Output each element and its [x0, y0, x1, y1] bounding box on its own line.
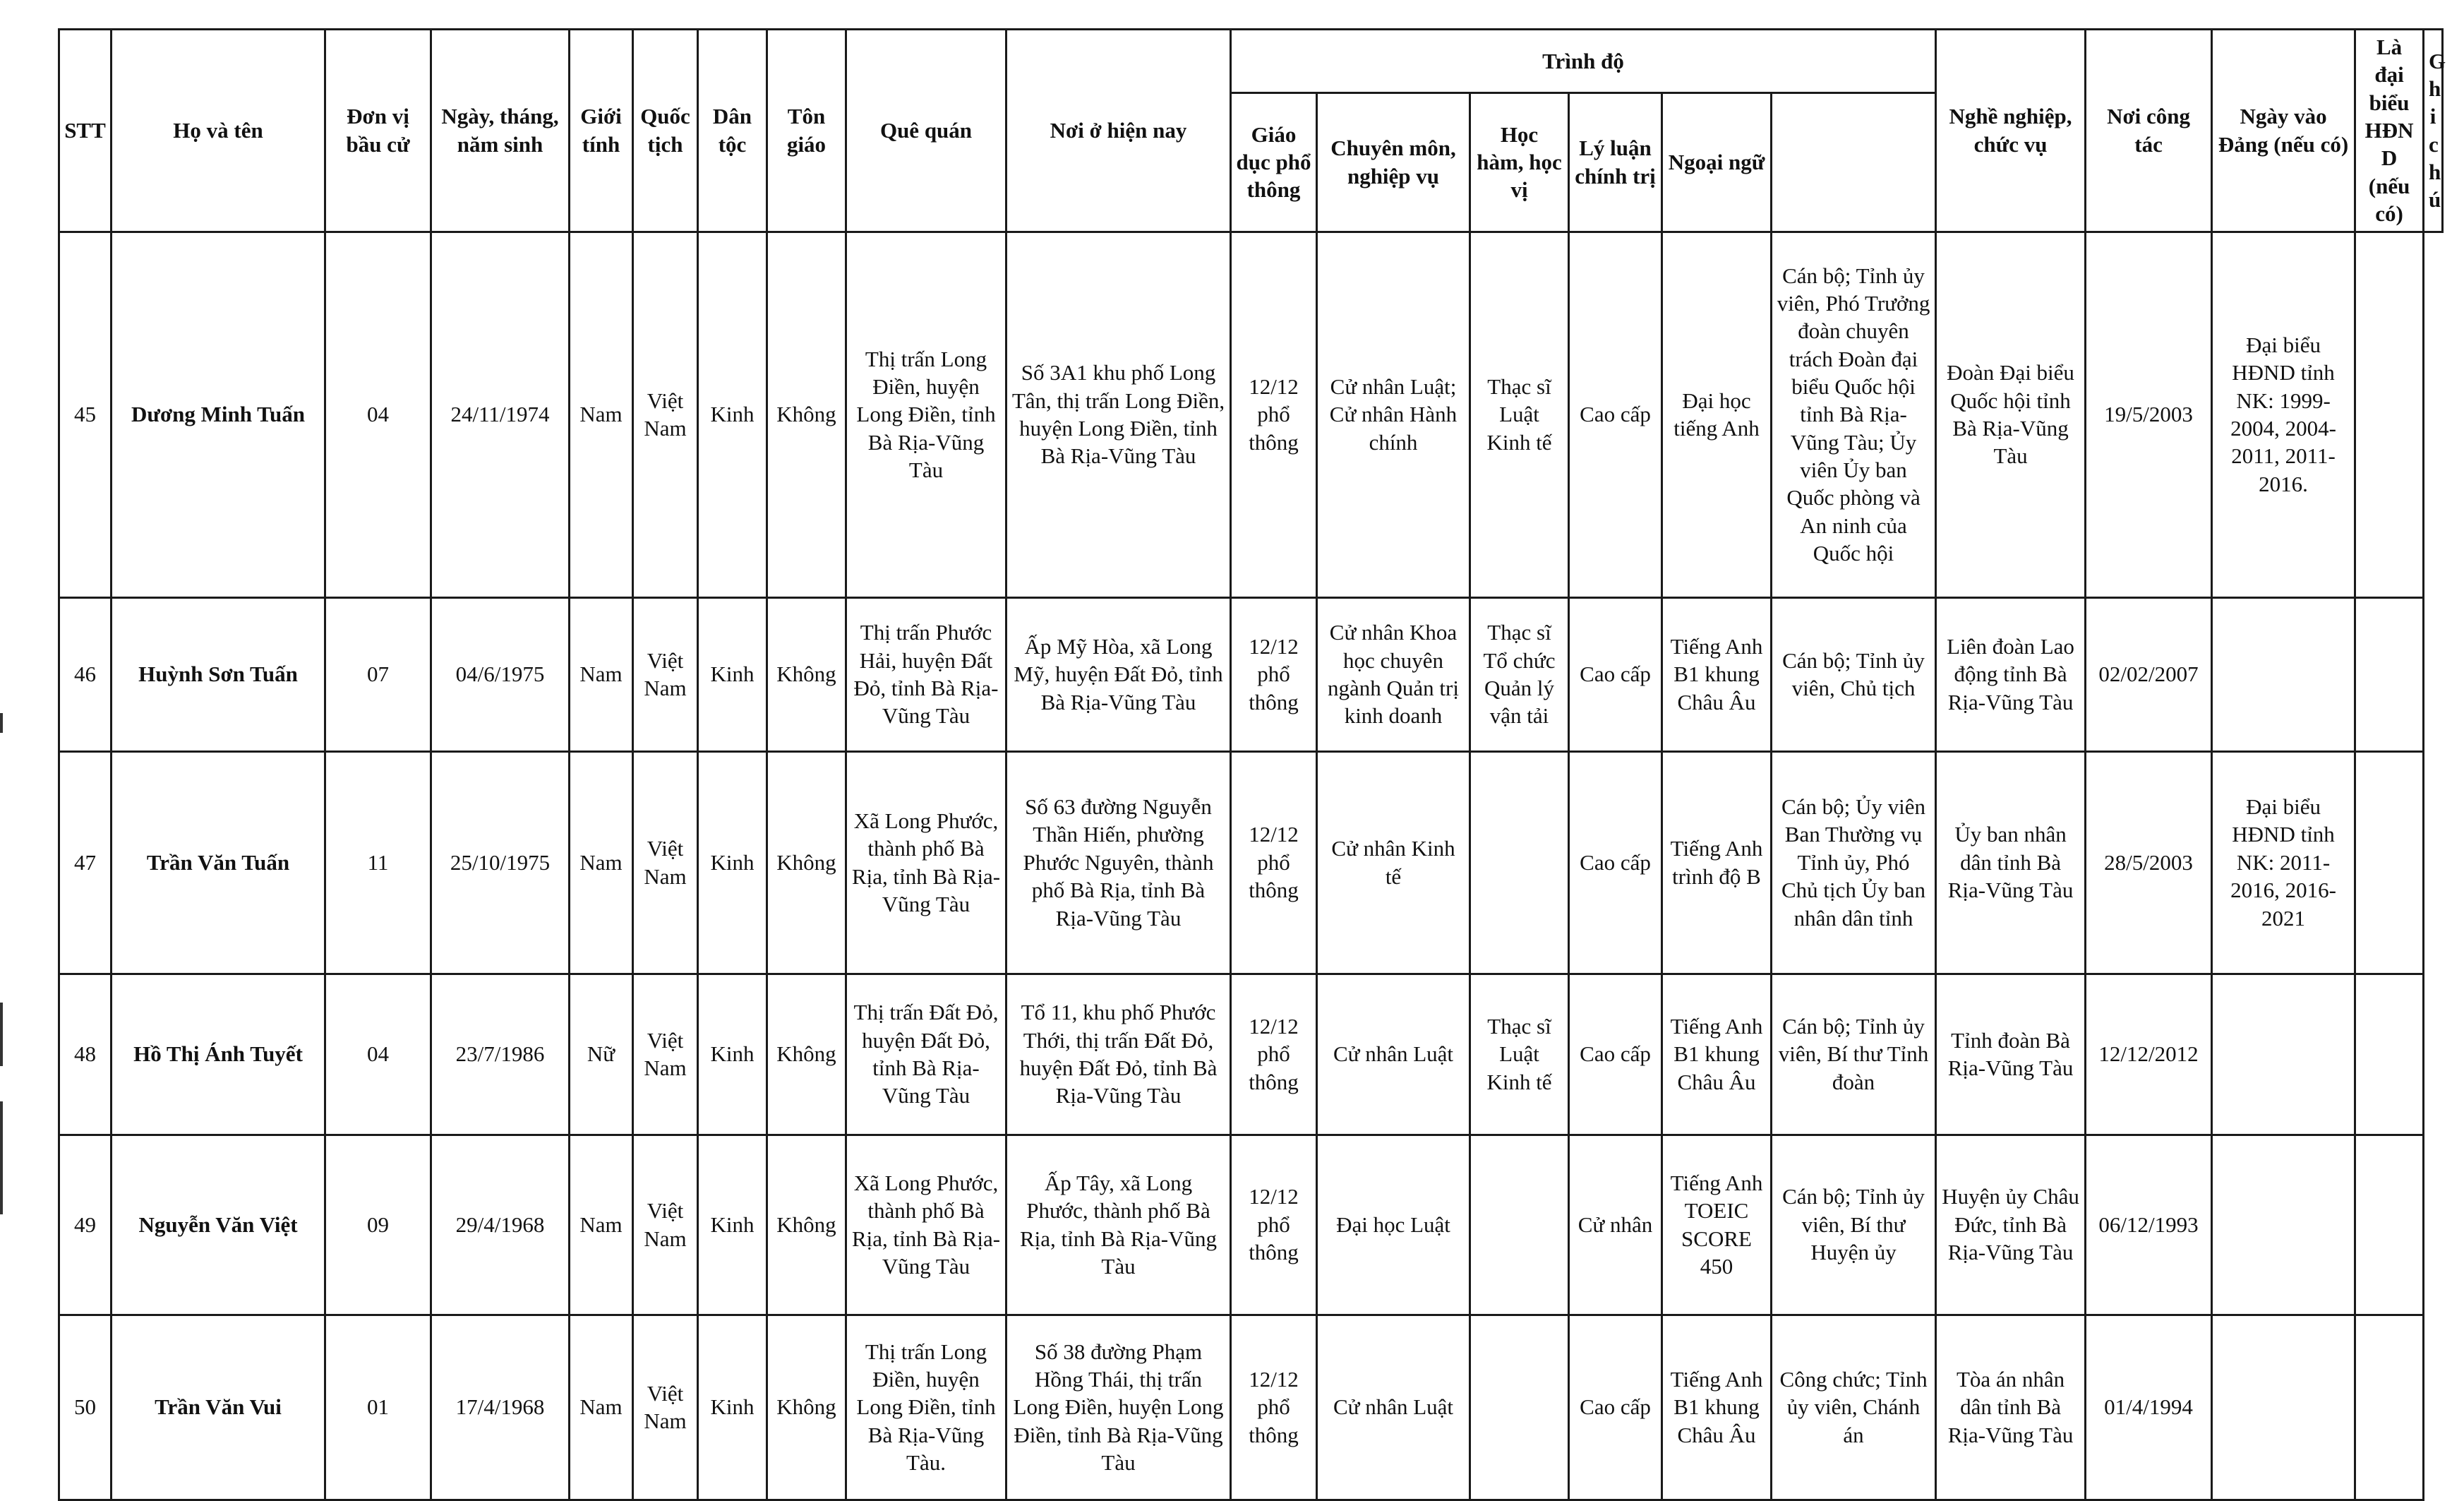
- cell-ngoai-ngu: Tiếng Anh B1 khung Châu Âu: [1662, 597, 1772, 751]
- cell-ngoai-ngu: Tiếng Anh B1 khung Châu Âu: [1662, 974, 1772, 1135]
- cell-gd-pho-thong: 12/12 phổ thông: [1231, 974, 1317, 1135]
- cell-ho-ten: Huỳnh Sơn Tuấn: [112, 597, 325, 751]
- cell-ngay-sinh: 24/11/1974: [431, 232, 570, 597]
- cell-don-vi: 09: [325, 1135, 431, 1315]
- cell-ly-luan: Cao cấp: [1569, 751, 1662, 974]
- cell-don-vi: 01: [325, 1315, 431, 1500]
- cell-ly-luan: Cao cấp: [1569, 1315, 1662, 1500]
- header-nghe-nghiep: Nghề nghiệp, chức vụ: [1936, 30, 2086, 232]
- cell-stt: 45: [59, 232, 112, 597]
- cell-stt: 46: [59, 597, 112, 751]
- header-row: [59, 30, 2443, 93]
- cell-que-quan: Thị trấn Đất Đỏ, huyện Đất Đỏ, tỉnh Bà Rịa-Vũng Tàu: [846, 974, 1006, 1135]
- cell-dan-toc: Kinh: [698, 597, 767, 751]
- cell-ghi-chu: [2355, 232, 2424, 597]
- candidate-table: [58, 28, 2444, 1501]
- cell-nghe-nghiep: Cán bộ; Tỉnh ủy viên, Bí thư Huyện ủy: [1772, 1135, 1936, 1315]
- cell-gioi-tinh: Nam: [570, 597, 633, 751]
- cell-ly-luan: Cao cấp: [1569, 597, 1662, 751]
- cell-nghe-nghiep: Cán bộ; Ủy viên Ban Thường vụ Tỉnh ủy, Phó Chủ tịch Ủy ban nhân dân tỉnh: [1772, 751, 1936, 974]
- header-ly-luan: Lý luận chính trị: [1569, 92, 1662, 232]
- cell-ho-ten: Trần Văn Tuấn: [112, 751, 325, 974]
- cell-ngay-sinh: 17/4/1968: [431, 1315, 570, 1500]
- cell-gd-pho-thong: 12/12 phổ thông: [1231, 1135, 1317, 1315]
- cell-gioi-tinh: Nam: [570, 232, 633, 597]
- cell-ho-ten: Trần Văn Vui: [112, 1315, 325, 1500]
- cell-ngay-sinh: 25/10/1975: [431, 751, 570, 974]
- table-row: [59, 232, 2443, 597]
- cell-ly-luan: Cao cấp: [1569, 232, 1662, 597]
- cell-ngoai-ngu: Đại học tiếng Anh: [1662, 232, 1772, 597]
- cell-stt: 47: [59, 751, 112, 974]
- cell-ngay-sinh: 29/4/1968: [431, 1135, 570, 1315]
- header-hoc-ham: Học hàm, học vị: [1470, 92, 1569, 232]
- cell-quoc-tich: Việt Nam: [633, 974, 698, 1135]
- cell-ngoai-ngu: Tiếng Anh B1 khung Châu Âu: [1662, 1315, 1772, 1500]
- cell-noi-o: Tổ 11, khu phố Phước Thới, thị trấn Đất Đỏ, huyện Đất Đỏ, tỉnh Bà Rịa-Vũng Tàu: [1006, 974, 1231, 1135]
- header-trinh-do: Trình độ: [1231, 30, 1936, 93]
- cell-dan-toc: Kinh: [698, 1135, 767, 1315]
- table-row: [59, 751, 2443, 974]
- header-gd-pho-thong: Giáo dục phổ thông: [1231, 92, 1317, 232]
- cell-noi-cong-tac: Huyện ủy Châu Đức, tỉnh Bà Rịa-Vũng Tàu: [1936, 1135, 2086, 1315]
- cell-gd-pho-thong: 12/12 phổ thông: [1231, 1315, 1317, 1500]
- cell-ngay-sinh: 23/7/1986: [431, 974, 570, 1135]
- cell-stt: 49: [59, 1135, 112, 1315]
- cell-hoc-ham: Thạc sĩ Tổ chức Quản lý vận tải: [1470, 597, 1569, 751]
- header-chuyen-mon: Chuyên môn, nghiệp vụ: [1317, 92, 1470, 232]
- cell-ngay-vao-dang: 28/5/2003: [2086, 751, 2212, 974]
- table-row: [59, 1315, 2443, 1500]
- cell-ngay-vao-dang: 19/5/2003: [2086, 232, 2212, 597]
- header-noi-o: Nơi ở hiện nay: [1006, 30, 1231, 232]
- header-que-quan: Quê quán: [846, 30, 1006, 232]
- cell-quoc-tich: Việt Nam: [633, 232, 698, 597]
- cell-hoc-ham: [1470, 1315, 1569, 1500]
- cell-ngoai-ngu: Tiếng Anh TOEIC SCORE 450: [1662, 1135, 1772, 1315]
- header-stt: STT: [59, 30, 112, 232]
- cell-ngay-sinh: 04/6/1975: [431, 597, 570, 751]
- cell-gd-pho-thong: 12/12 phổ thông: [1231, 751, 1317, 974]
- cell-noi-cong-tac: Tỉnh đoàn Bà Rịa-Vũng Tàu: [1936, 974, 2086, 1135]
- cell-dan-toc: Kinh: [698, 232, 767, 597]
- cell-hoc-ham: Thạc sĩ Luật Kinh tế: [1470, 974, 1569, 1135]
- cell-gd-pho-thong: 12/12 phổ thông: [1231, 597, 1317, 751]
- cell-dai-bieu: [2212, 1135, 2355, 1315]
- cell-ton-giao: Không: [767, 1135, 846, 1315]
- cell-don-vi: 04: [325, 974, 431, 1135]
- header-gioi-tinh: Giới tính: [570, 30, 633, 232]
- cell-que-quan: Xã Long Phước, thành phố Bà Rịa, tỉnh Bà Rịa-Vũng Tàu: [846, 751, 1006, 974]
- header-ghi-chu: Ghi chú: [2424, 30, 2443, 232]
- cell-ghi-chu: [2355, 974, 2424, 1135]
- cell-noi-cong-tac: Ủy ban nhân dân tỉnh Bà Rịa-Vũng Tàu: [1936, 751, 2086, 974]
- header-ho-ten: Họ và tên: [112, 30, 325, 232]
- cell-nghe-nghiep: Công chức; Tỉnh ủy viên, Chánh án: [1772, 1315, 1936, 1500]
- table-row: [59, 597, 2443, 751]
- table-row: [59, 974, 2443, 1135]
- cell-quoc-tich: Việt Nam: [633, 1135, 698, 1315]
- cell-gioi-tinh: Nam: [570, 751, 633, 974]
- cell-don-vi: 04: [325, 232, 431, 597]
- header-don-vi: Đơn vị bầu cử: [325, 30, 431, 232]
- cell-noi-o: Số 63 đường Nguyễn Thần Hiến, phường Phước Nguyên, thành phố Bà Rịa, tỉnh Bà Rịa-Vũng Tàu: [1006, 751, 1231, 974]
- cell-ngay-vao-dang: 02/02/2007: [2086, 597, 2212, 751]
- cell-chuyen-mon: Cử nhân Luật; Cử nhân Hành chính: [1317, 232, 1470, 597]
- cell-dan-toc: Kinh: [698, 1315, 767, 1500]
- cell-noi-cong-tac: Liên đoàn Lao động tỉnh Bà Rịa-Vũng Tàu: [1936, 597, 2086, 751]
- cell-quoc-tich: Việt Nam: [633, 597, 698, 751]
- cell-que-quan: Thị trấn Long Điền, huyện Long Điền, tỉnh Bà Rịa-Vũng Tàu.: [846, 1315, 1006, 1500]
- cell-stt: 48: [59, 974, 112, 1135]
- cell-ly-luan: Cao cấp: [1569, 974, 1662, 1135]
- cell-que-quan: Thị trấn Long Điền, huyện Long Điền, tỉnh Bà Rịa-Vũng Tàu: [846, 232, 1006, 597]
- cell-dai-bieu: [2212, 974, 2355, 1135]
- cell-noi-o: Số 3A1 khu phố Long Tân, thị trấn Long Điền, huyện Long Điền, tỉnh Bà Rịa-Vũng Tàu: [1006, 232, 1231, 597]
- cell-ton-giao: Không: [767, 597, 846, 751]
- header-ton-giao: Tôn giáo: [767, 30, 846, 232]
- header-dai-bieu: Là đại biểu HĐND (nếu có): [2355, 30, 2424, 232]
- cell-ton-giao: Không: [767, 232, 846, 597]
- cell-nghe-nghiep: Cán bộ; Tỉnh ủy viên, Phó Trưởng đoàn chuyên trách Đoàn đại biểu Quốc hội tỉnh Bà Rịa-Vũng Tàu; Ủy viên Ủy ban Quốc phòng và An ninh của Quốc hội: [1772, 232, 1936, 597]
- cell-gd-pho-thong: 12/12 phổ thông: [1231, 232, 1317, 597]
- cell-ho-ten: Dương Minh Tuấn: [112, 232, 325, 597]
- cell-ngay-vao-dang: 01/4/1994: [2086, 1315, 2212, 1500]
- cell-ngay-vao-dang: 12/12/2012: [2086, 974, 2212, 1135]
- cell-quoc-tich: Việt Nam: [633, 1315, 698, 1500]
- cell-chuyen-mon: Cử nhân Luật: [1317, 1315, 1470, 1500]
- scan-edge-mark: [0, 1003, 3, 1066]
- cell-nghe-nghiep: Cán bộ; Tỉnh ủy viên, Bí thư Tỉnh đoàn: [1772, 974, 1936, 1135]
- cell-dai-bieu: [2212, 1315, 2355, 1500]
- cell-chuyen-mon: Cử nhân Khoa học chuyên ngành Quản trị kinh doanh: [1317, 597, 1470, 751]
- cell-noi-o: Ấp Mỹ Hòa, xã Long Mỹ, huyện Đất Đỏ, tỉnh Bà Rịa-Vũng Tàu: [1006, 597, 1231, 751]
- cell-don-vi: 11: [325, 751, 431, 974]
- table-row: [59, 1135, 2443, 1315]
- cell-noi-o: Ấp Tây, xã Long Phước, thành phố Bà Rịa, tỉnh Bà Rịa-Vũng Tàu: [1006, 1135, 1231, 1315]
- cell-quoc-tich: Việt Nam: [633, 751, 698, 974]
- cell-hoc-ham: Thạc sĩ Luật Kinh tế: [1470, 232, 1569, 597]
- header-dan-toc: Dân tộc: [698, 30, 767, 232]
- cell-hoc-ham: [1470, 1135, 1569, 1315]
- cell-chuyen-mon: Đại học Luật: [1317, 1135, 1470, 1315]
- cell-noi-cong-tac: Tòa án nhân dân tỉnh Bà Rịa-Vũng Tàu: [1936, 1315, 2086, 1500]
- cell-ton-giao: Không: [767, 974, 846, 1135]
- cell-gioi-tinh: Nam: [570, 1135, 633, 1315]
- cell-chuyen-mon: Cử nhân Luật: [1317, 974, 1470, 1135]
- cell-ghi-chu: [2355, 597, 2424, 751]
- header-quoc-tich: Quốc tịch: [633, 30, 698, 232]
- cell-ton-giao: Không: [767, 1315, 846, 1500]
- cell-chuyen-mon: Cử nhân Kinh tế: [1317, 751, 1470, 974]
- cell-gioi-tinh: Nữ: [570, 974, 633, 1135]
- cell-ngoai-ngu: Tiếng Anh trình độ B: [1662, 751, 1772, 974]
- cell-noi-o: Số 38 đường Phạm Hồng Thái, thị trấn Long Điền, huyện Long Điền, tỉnh Bà Rịa-Vũng Tàu: [1006, 1315, 1231, 1500]
- header-noi-cong-tac: Nơi công tác: [2086, 30, 2212, 232]
- cell-noi-cong-tac: Đoàn Đại biểu Quốc hội tỉnh Bà Rịa-Vũng Tàu: [1936, 232, 2086, 597]
- cell-ton-giao: Không: [767, 751, 846, 974]
- header-ngoai-ngu: Ngoại ngữ: [1662, 92, 1772, 232]
- cell-dan-toc: Kinh: [698, 751, 767, 974]
- cell-dai-bieu: Đại biểu HĐND tỉnh NK: 1999-2004, 2004-2011, 2011-2016.: [2212, 232, 2355, 597]
- cell-stt: 50: [59, 1315, 112, 1500]
- header-ngay-sinh: Ngày, tháng, năm sinh: [431, 30, 570, 232]
- cell-ghi-chu: [2355, 1315, 2424, 1500]
- scan-edge-mark: [0, 713, 3, 733]
- cell-dai-bieu: [2212, 597, 2355, 751]
- cell-ghi-chu: [2355, 751, 2424, 974]
- header-ngay-vao-dang: Ngày vào Đảng (nếu có): [2212, 30, 2355, 232]
- cell-hoc-ham: [1470, 751, 1569, 974]
- cell-ngay-vao-dang: 06/12/1993: [2086, 1135, 2212, 1315]
- cell-que-quan: Thị trấn Phước Hải, huyện Đất Đỏ, tỉnh Bà Rịa-Vũng Tàu: [846, 597, 1006, 751]
- cell-ho-ten: Nguyễn Văn Việt: [112, 1135, 325, 1315]
- cell-ghi-chu: [2355, 1135, 2424, 1315]
- cell-ho-ten: Hồ Thị Ánh Tuyết: [112, 974, 325, 1135]
- scan-edge-mark: [0, 1101, 3, 1214]
- cell-nghe-nghiep: Cán bộ; Tỉnh ủy viên, Chủ tịch: [1772, 597, 1936, 751]
- cell-don-vi: 07: [325, 597, 431, 751]
- cell-que-quan: Xã Long Phước, thành phố Bà Rịa, tỉnh Bà Rịa-Vũng Tàu: [846, 1135, 1006, 1315]
- cell-dan-toc: Kinh: [698, 974, 767, 1135]
- cell-dai-bieu: Đại biểu HĐND tỉnh NK: 2011-2016, 2016-2021: [2212, 751, 2355, 974]
- cell-ly-luan: Cử nhân: [1569, 1135, 1662, 1315]
- cell-gioi-tinh: Nam: [570, 1315, 633, 1500]
